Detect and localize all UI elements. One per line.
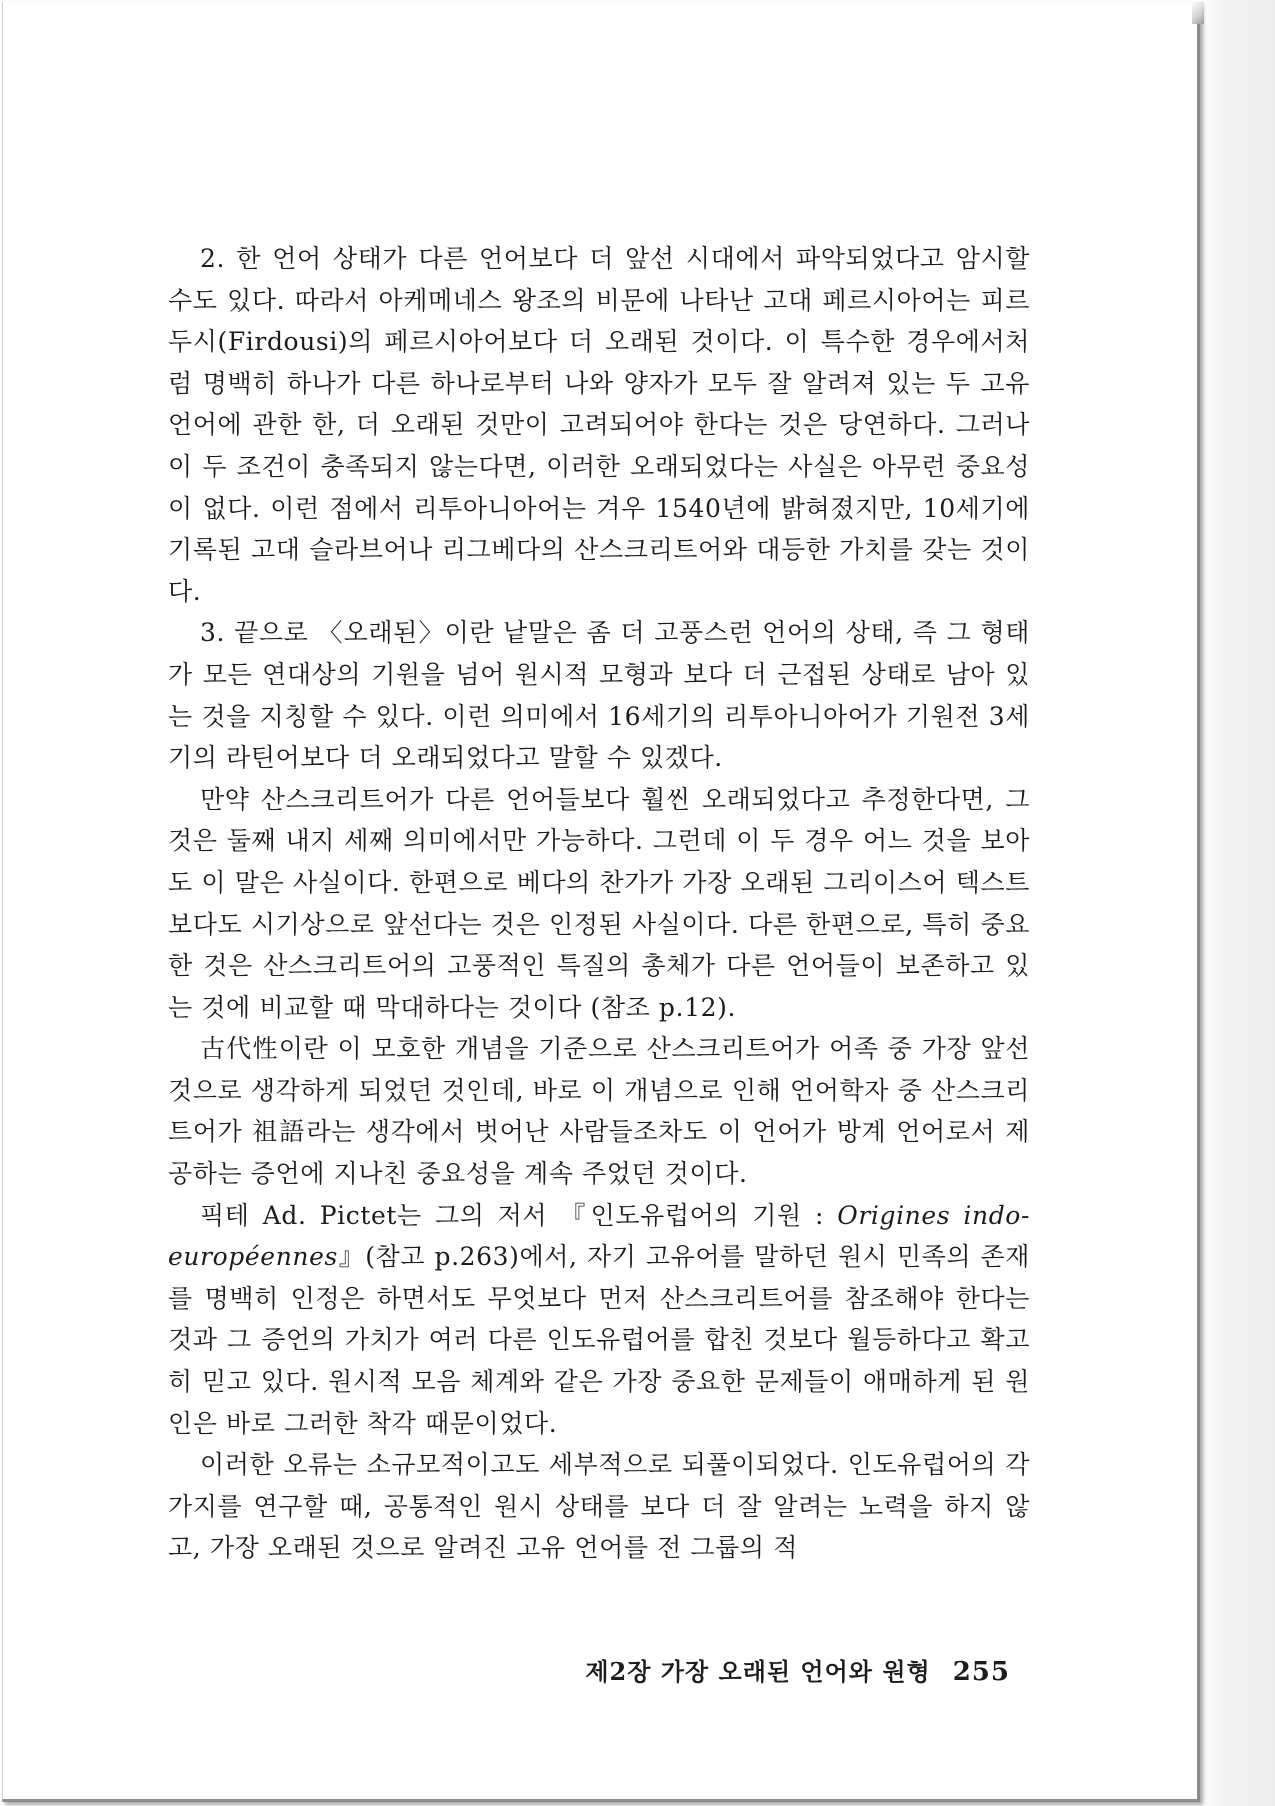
page-body bbox=[168, 238, 1030, 1569]
page-number: 255 bbox=[952, 1657, 1010, 1687]
book-title-italic: Origines indo-européennes bbox=[168, 1200, 1030, 1272]
page-corner bbox=[1192, 2, 1204, 24]
pictet-text-start: 픽테 Ad. Pictet는 그의 저서 『인도유럽어의 기원 : bbox=[200, 1200, 838, 1230]
paragraph-3-archaic-state: 3. 끝으로 〈오래된〉이란 낱말은 좀 더 고풍스런 언어의 상태, 즉 그 형태가 모든 연대상의 기원을 넘어 원시적 모형과 보다 더 근접된 상태로 남아 있는 것을 지칭할 수 있다. 이런 의미에서 16세기의 리투아니아어가 기원전 3세기의 라틴어보다 더 오래되었다고 말할 수 있겠다. bbox=[168, 618, 1030, 773]
paragraph-sanskrit-older: 만약 산스크리트어가 다른 언어들보다 훨씬 오래되었다고 추정한다면, 그것은 둘째 내지 세째 의미에서만 가능하다. 그런데 이 두 경우 어느 것을 보아도 이 말은 사실이다. 한편으로 베다의 찬가가 가장 오래된 그리이스어 텍스트보다도 시기상으로 앞선다는 것은 인정된 사실이다. 다른 한편으로, 특히 중요한 것은 산스크리트어의 고풍적인 특질의 총체가 다른 언어들이 보존하고 있는 것에 비교할 때 막대하다는 것이다 (참조 p.12). bbox=[168, 784, 1030, 1022]
paragraph-pictet bbox=[168, 1195, 1030, 1445]
pictet-text-end: 』(참고 p.263)에서, 자기 고유어를 말하던 원시 민족의 존재를 명백히 인정은 하면서도 무엇보다 먼저 산스크리트어를 참조해야 한다는 것과 그 증언의 가치가 여러 다른 인도유럽어를 합친 것보다 월등하다고 확고히 믿고 있다. 원시적 모음 체계와 같은 가장 중요한 문제들이 애매하게 된 원인은 바로 그러한 착각 때문이었다. bbox=[168, 1242, 1030, 1438]
page-footer bbox=[580, 1652, 1010, 1687]
paragraph-error-repeated: 이러한 오류는 소규모적이고도 세부적으로 되풀이되었다. 인도유럽어의 각 가지를 연구할 때, 공통적인 원시 상태를 보다 더 잘 알려는 노력을 하지 않고, 가장 오래된 것으로 알려진 고유 언어를 전 그룹의 적 bbox=[168, 1450, 1030, 1563]
paragraph-2-older-state: 2. 한 언어 상태가 다른 언어보다 더 앞선 시대에서 파악되었다고 암시할 수도 있다. 따라서 아케메네스 왕조의 비문에 나타난 고대 페르시아어는 피르두시(Firdousi)의 페르시아어보다 더 오래된 것이다. 이 특수한 경우에서처럼 명백히 하나가 다른 하나로부터 나와 양자가 모두 잘 알려져 있는 두 고유 언어에 관한 한, 더 오래된 것만이 고려되어야 한다는 것은 당연하다. 그러나 이 두 조건이 충족되지 않는다면, 이러한 오래되었다는 사실은 아무런 중요성이 없다. 이런 점에서 리투아니아어는 겨우 1540년에 밝혀졌지만, 10세기에 기록된 고대 슬라브어나 리그베다의 산스크리트어와 대등한 가치를 갖는 것이다. bbox=[168, 244, 1031, 606]
running-title: 제2장 가장 오래된 언어와 원형 bbox=[585, 1657, 931, 1686]
paragraph-antiquity-concept: 古代性이란 이 모호한 개념을 기준으로 산스크리트어가 어족 중 가장 앞선 것으로 생각하게 되었던 것인데, 바로 이 개념으로 인해 언어학자 중 산스크리트어가 祖語라는 생각에서 벗어난 사람들조차도 이 언어가 방계 언어로서 제공하는 증언에 지나친 중요성을 계속 주었던 것이다. bbox=[168, 1034, 1030, 1189]
